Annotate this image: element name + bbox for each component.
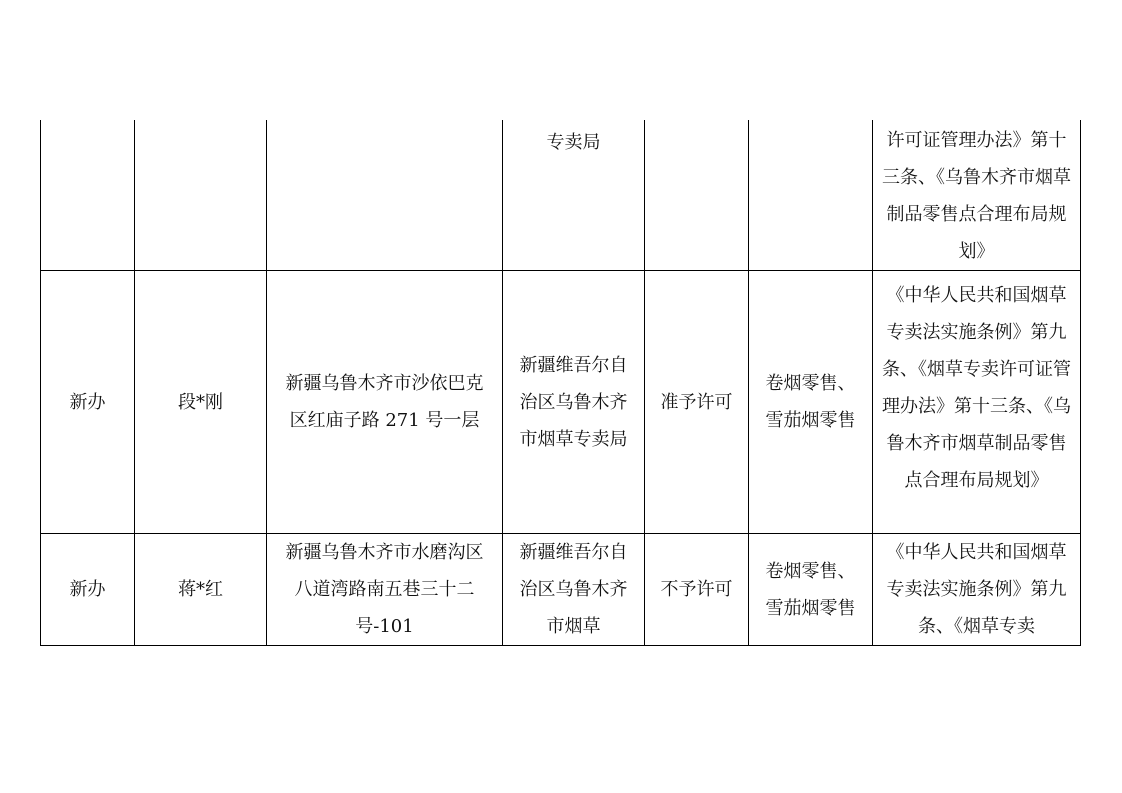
business-scope-cell: 卷烟零售、雪茄烟零售 (749, 271, 873, 534)
licensing-authority-cell: 专卖局 (503, 120, 645, 271)
decision-cell (645, 120, 749, 271)
license-table (40, 120, 1081, 646)
table-row (41, 534, 1081, 646)
business-address-cell: 新疆乌鲁木齐市水磨沟区八道湾路南五巷三十二号-101 (267, 534, 503, 646)
business-address-cell: 新疆乌鲁木齐市沙依巴克区红庙子路 271 号一层 (267, 271, 503, 534)
applicant-name-cell: 段*刚 (135, 271, 267, 534)
legal-basis-cell: 《中华人民共和国烟草专卖法实施条例》第九条、《烟草专卖 (873, 534, 1081, 646)
applicant-name-cell (135, 120, 267, 271)
decision-cell: 准予许可 (645, 271, 749, 534)
application-type-cell (41, 120, 135, 271)
legal-basis-cell: 《中华人民共和国烟草专卖法实施条例》第九条、《烟草专卖许可证管理办法》第十三条、《乌鲁木齐市烟草制品零售点合理布局规划》 (873, 271, 1081, 534)
licensing-authority-cell: 新疆维吾尔自治区乌鲁木齐市烟草专卖局 (503, 271, 645, 534)
licensing-authority-cell: 新疆维吾尔自治区乌鲁木齐市烟草 (503, 534, 645, 646)
table-row (41, 271, 1081, 534)
legal-basis-cell: 许可证管理办法》第十三条、《乌鲁木齐市烟草制品零售点合理布局规划》 (873, 120, 1081, 271)
business-scope-cell: 卷烟零售、雪茄烟零售 (749, 534, 873, 646)
business-address-cell (267, 120, 503, 271)
application-type-cell: 新办 (41, 271, 135, 534)
decision-cell: 不予许可 (645, 534, 749, 646)
business-scope-cell (749, 120, 873, 271)
application-type-cell: 新办 (41, 534, 135, 646)
table-row (41, 120, 1081, 271)
applicant-name-cell: 蒋*红 (135, 534, 267, 646)
